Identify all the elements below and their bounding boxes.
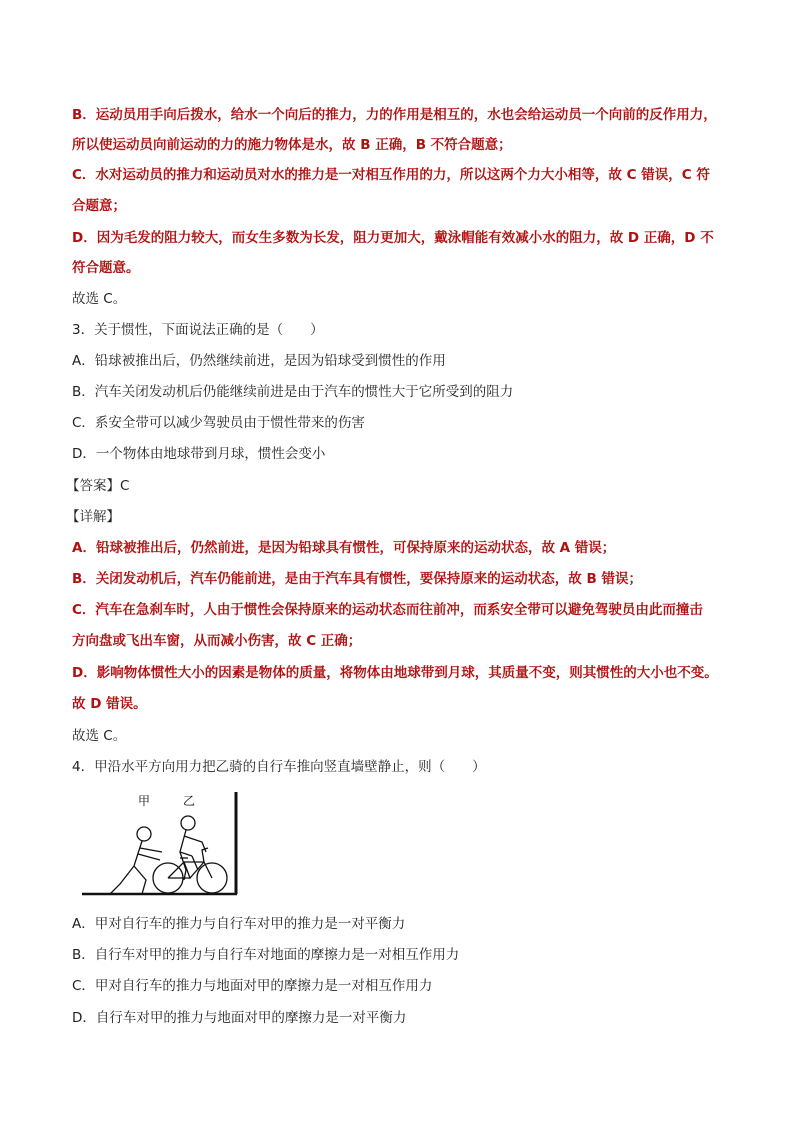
q3-detail-d-line2: 故 D 错误。	[72, 696, 147, 712]
q4-stem: 4．甲沿水平方向用力把乙骑的自行车推向竖直墙壁静止，则（ ）	[72, 759, 486, 775]
q4-figure	[80, 790, 242, 900]
q3-stem: 3．关于惯性，下面说法正确的是（ ）	[72, 322, 324, 338]
q3-option-a: A．铅球被推出后，仍然继续前进，是因为铅球受到惯性的作用	[72, 353, 446, 369]
q2-analysis-c-line1: C．水对运动员的推力和运动员对水的推力是一对相互作用的力，所以这两个力大小相等，故 C 错误，C 符	[72, 167, 710, 183]
person-yi	[180, 816, 206, 880]
label-jia: 甲	[138, 794, 151, 808]
q2-conclusion: 故选 C。	[72, 291, 127, 307]
q2-analysis-c-line2: 合题意；	[72, 198, 126, 214]
q4-option-a: A．甲对自行车的推力与自行车对甲的推力是一对平衡力	[72, 916, 406, 932]
q3-answer: 【答案】C	[66, 478, 130, 494]
q4-option-d: D．自行车对甲的推力与地面对甲的摩擦力是一对平衡力	[72, 1010, 407, 1026]
q3-detail-label: 【详解】	[66, 509, 120, 525]
q2-analysis-d-line1: D．因为毛发的阻力较大，而女生多数为长发，阻力更加大，戴泳帽能有效减小水的阻力，故 D 正确，D 不	[72, 230, 714, 246]
q3-option-b: B．汽车关闭发动机后仍能继续前进是由于汽车的惯性大于它所受到的阻力	[72, 384, 514, 400]
label-yi: 乙	[183, 794, 196, 808]
q3-detail-b: B．关闭发动机后，汽车仍能前进，是由于汽车具有惯性，要保持原来的运动状态，故 B 错误；	[72, 571, 642, 587]
push-bicycle-diagram	[80, 790, 242, 900]
q3-detail-c-line2: 方向盘或飞出车窗，从而减小伤害，故 C 正确；	[72, 633, 362, 649]
q3-option-c: C．系安全带可以减少驾驶员由于惯性带来的伤害	[72, 415, 365, 431]
q4-option-c: C．甲对自行车的推力与地面对甲的摩擦力是一对相互作用力	[72, 978, 433, 994]
q3-conclusion: 故选 C。	[72, 728, 127, 744]
q3-option-d: D．一个物体由地球带到月球，惯性会变小	[72, 446, 326, 462]
q2-analysis-d-line2: 符合题意。	[72, 260, 140, 276]
q3-detail-c-line1: C．汽车在急刹车时，人由于惯性会保持原来的运动状态而往前冲，而系安全带可以避免驾驶员由此而撞击	[72, 602, 703, 618]
q3-detail-d-line1: D．影响物体惯性大小的因素是物体的质量，将物体由地球带到月球，其质量不变，则其惯性的大小也不变。	[72, 665, 718, 681]
q4-option-b: B．自行车对甲的推力与自行车对地面的摩擦力是一对相互作用力	[72, 947, 460, 963]
q2-analysis-b-line1: B．运动员用手向后拨水，给水一个向后的推力，力的作用是相互的，水也会给运动员一个向前的反作用力，	[72, 107, 717, 123]
q3-detail-a: A．铅球被推出后，仍然前进，是因为铅球具有惯性，可保持原来的运动状态，故 A 错误；	[72, 540, 616, 556]
q2-analysis-b-line2: 所以使运动员向前运动的力的施力物体是水，故 B 正确，B 不符合题意；	[72, 137, 512, 153]
